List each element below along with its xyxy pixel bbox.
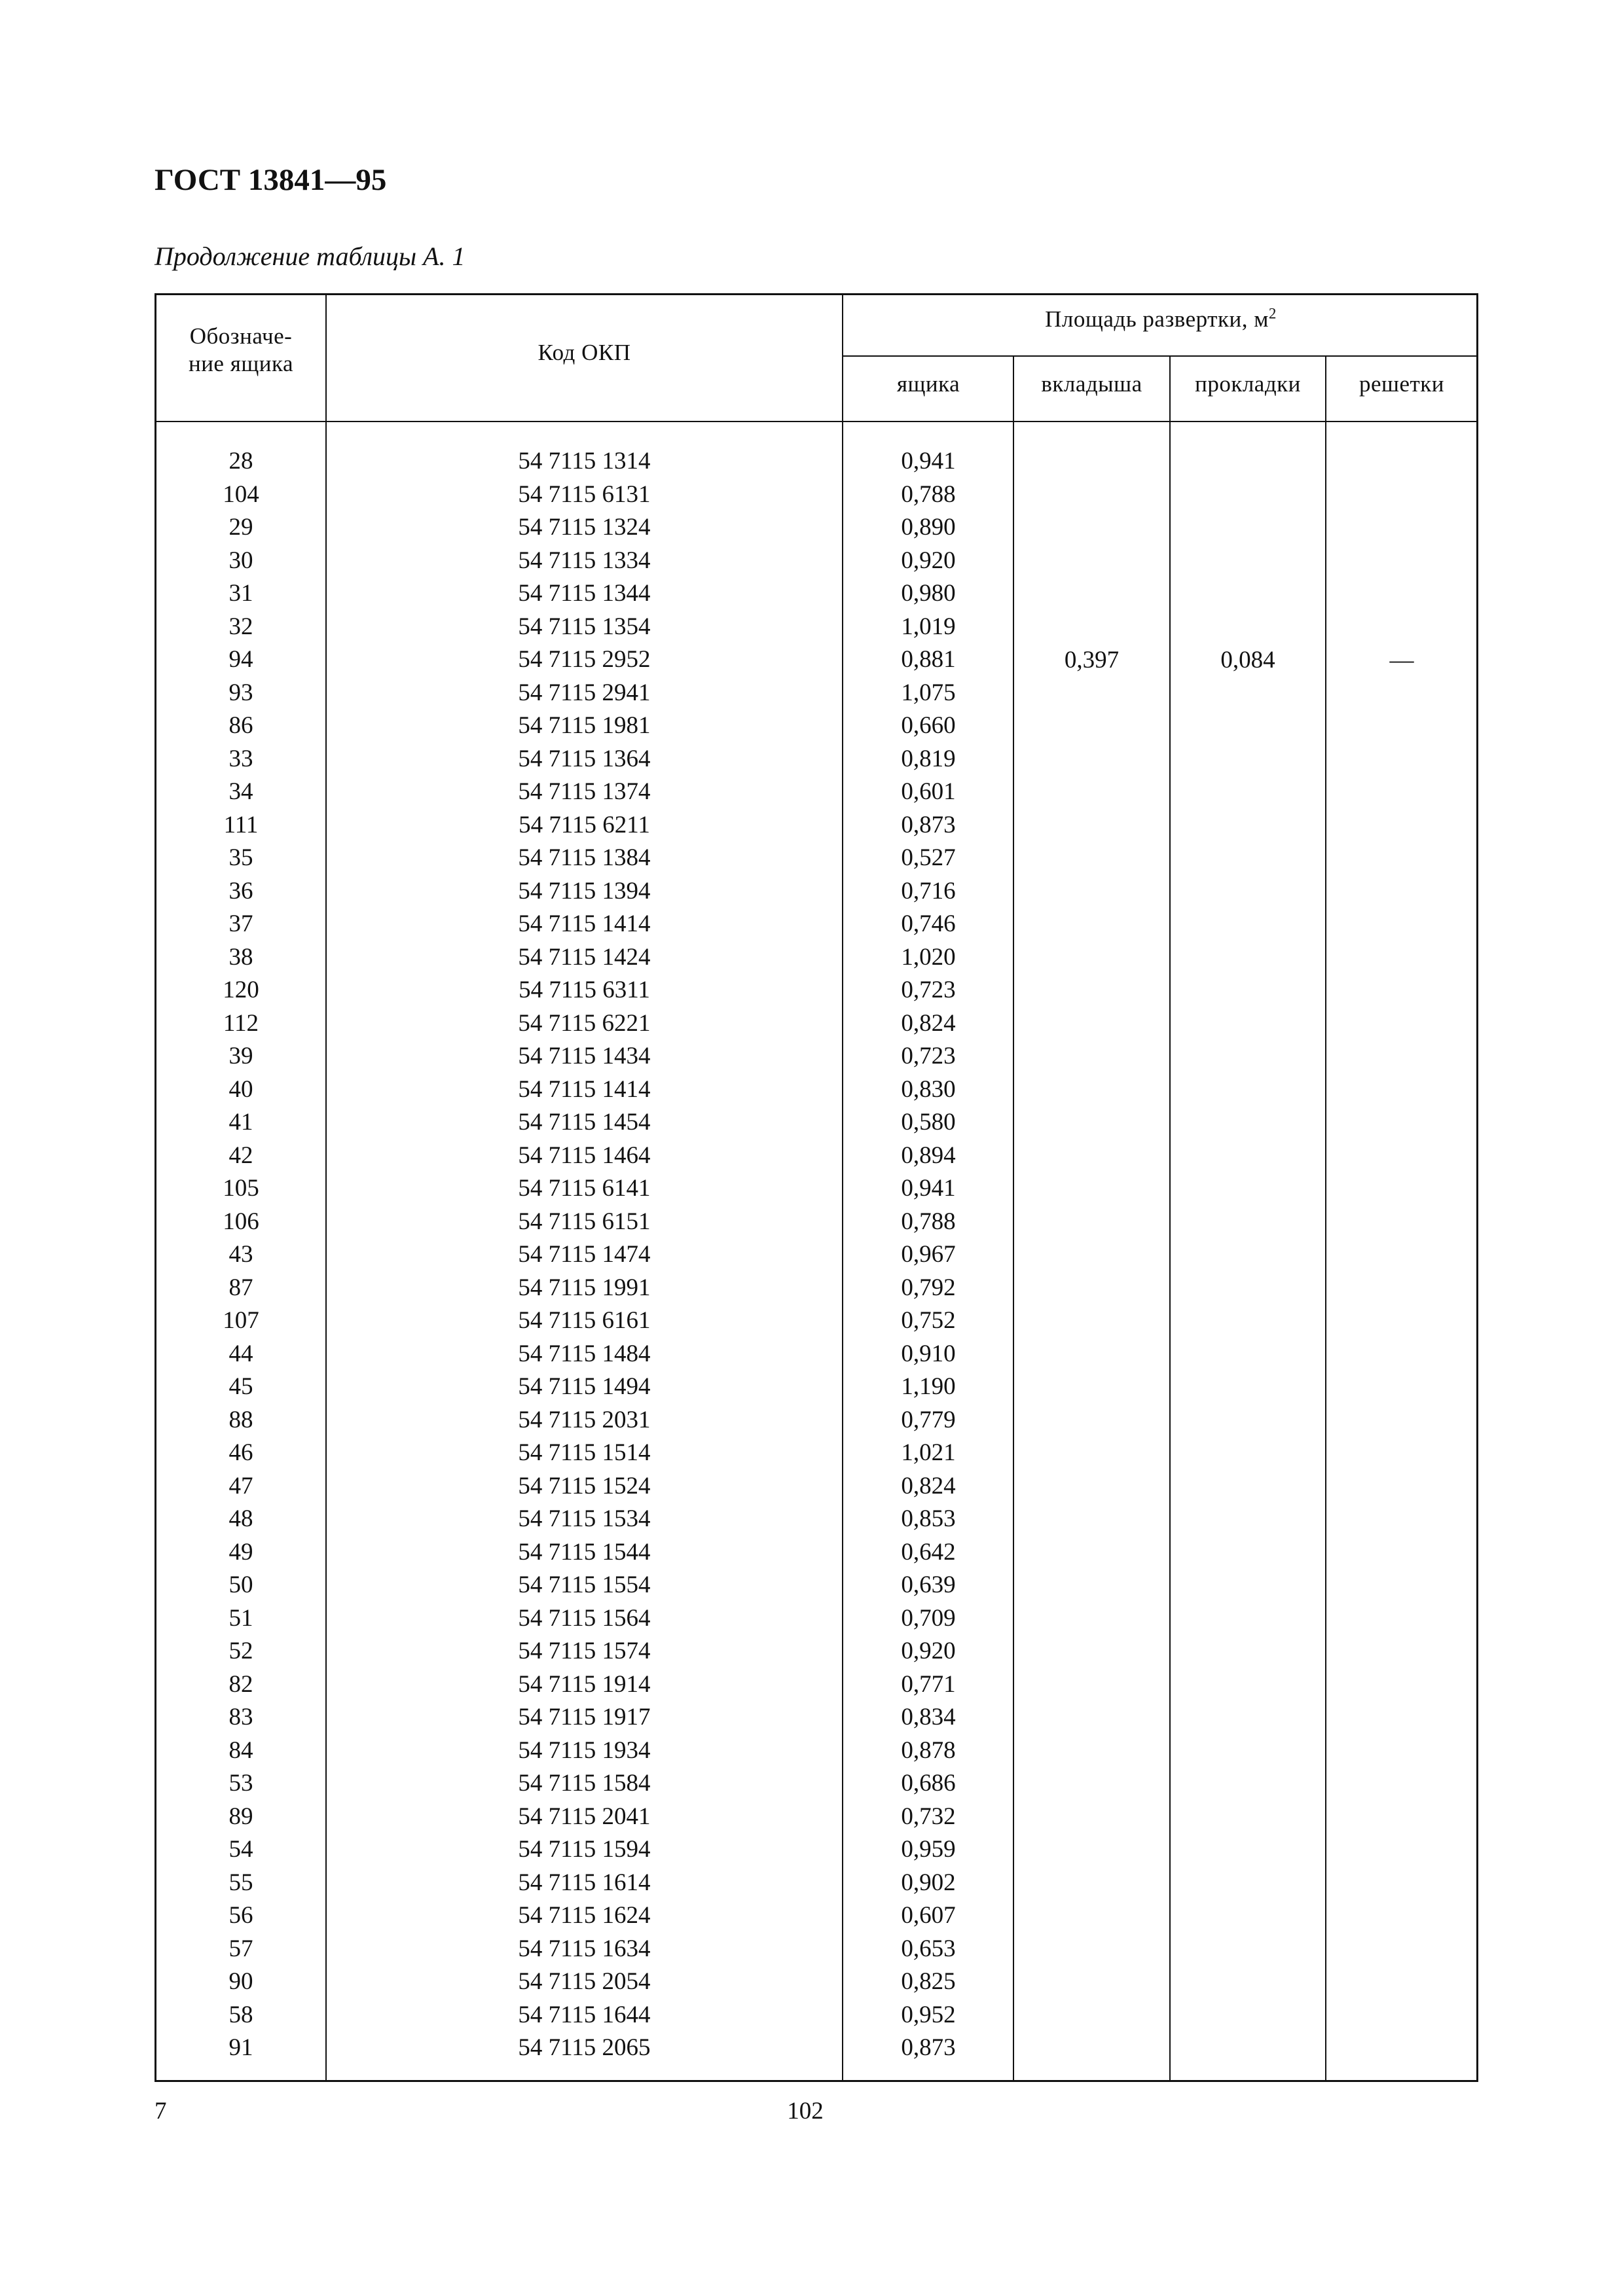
cell-box-area: 0,902: [901, 1869, 956, 1896]
cell-designation: 33: [228, 745, 253, 772]
cell-box-area: 0,980: [901, 580, 956, 607]
cell-designation: 50: [228, 1571, 253, 1598]
cell-box-area: 1,190: [901, 1373, 956, 1400]
cell-box-area: 0,686: [901, 1770, 956, 1797]
cell-box-area: 0,660: [901, 712, 956, 739]
cell-designation: 45: [228, 1373, 253, 1400]
cell-okp-code: 54 7115 1484: [518, 1340, 651, 1367]
cell-box-area: 0,941: [901, 1175, 956, 1202]
cell-designation: 84: [228, 1736, 253, 1764]
cell-okp-code: 54 7115 1564: [518, 1604, 651, 1632]
cell-designation: 32: [228, 613, 253, 640]
cell-box-area: 0,723: [901, 1043, 956, 1069]
cell-designation: 89: [228, 1803, 253, 1830]
cell-okp-code: 54 7115 6161: [518, 1307, 651, 1334]
cell-okp-code: 54 7115 1394: [518, 877, 651, 905]
cell-designation: 86: [228, 712, 253, 739]
cell-box-area: 0,890: [901, 514, 956, 541]
cell-designation: 39: [228, 1043, 253, 1069]
cell-designation: 111: [223, 811, 259, 838]
cell-designation: 52: [228, 1638, 253, 1664]
column-divider-liner: [1169, 355, 1171, 2082]
cell-okp-code: 54 7115 1384: [518, 844, 651, 871]
cell-box-area: 0,746: [901, 910, 956, 937]
column-designation: [157, 445, 325, 2065]
merged-grid-area: —: [1389, 647, 1414, 673]
cell-box-area: 0,853: [901, 1505, 956, 1532]
cell-box-area: 0,878: [901, 1736, 956, 1764]
header-okp-code: Код ОКП: [538, 340, 631, 365]
cell-okp-code: 54 7115 1934: [518, 1736, 651, 1764]
cell-designation: 91: [228, 2034, 253, 2061]
header-gasket: прокладки: [1195, 371, 1301, 397]
cell-okp-code: 54 7115 2065: [518, 2034, 651, 2061]
cell-box-area: 0,527: [901, 844, 956, 871]
cell-designation: 29: [228, 514, 253, 541]
column-box-area: [845, 445, 1012, 2065]
cell-box-area: 0,639: [901, 1571, 956, 1598]
cell-okp-code: 54 7115 1324: [518, 514, 651, 541]
cell-designation: 87: [228, 1274, 253, 1301]
cell-box-area: 0,653: [901, 1935, 956, 1962]
cell-designation: 88: [228, 1406, 253, 1433]
cell-box-area: 0,580: [901, 1109, 956, 1136]
cell-box-area: 0,941: [901, 448, 956, 475]
cell-designation: 36: [228, 877, 253, 905]
cell-designation: 28: [228, 448, 253, 475]
cell-okp-code: 54 7115 1434: [518, 1043, 651, 1069]
cell-box-area: 0,723: [901, 977, 956, 1003]
cell-designation: 57: [228, 1935, 253, 1962]
cell-box-area: 0,709: [901, 1604, 956, 1632]
cell-okp-code: 54 7115 1374: [518, 778, 651, 805]
cell-designation: 47: [228, 1472, 253, 1499]
cell-box-area: 0,952: [901, 2001, 956, 2028]
cell-box-area: 0,920: [901, 1638, 956, 1664]
cell-designation: 93: [228, 679, 253, 706]
cell-okp-code: 54 7115 1534: [518, 1505, 651, 1532]
cell-box-area: 0,771: [901, 1670, 956, 1698]
cell-box-area: 0,788: [901, 480, 956, 508]
cell-okp-code: 54 7115 1574: [518, 1638, 651, 1664]
cell-okp-code: 54 7115 1494: [518, 1373, 651, 1400]
cell-designation: 107: [223, 1307, 259, 1334]
cell-box-area: 1,020: [901, 943, 956, 971]
header-designation: Обозначе- ние ящика: [188, 323, 294, 376]
cell-okp-code: 54 7115 6141: [518, 1175, 651, 1202]
cell-box-area: 0,830: [901, 1075, 956, 1103]
cell-okp-code: 54 7115 1464: [518, 1141, 651, 1169]
cell-box-area: 0,716: [901, 877, 956, 905]
cell-box-area: 0,642: [901, 1538, 956, 1566]
cell-designation: 82: [228, 1670, 253, 1698]
cell-okp-code: 54 7115 1991: [518, 1274, 651, 1301]
header-liner: вкладыша: [1041, 371, 1142, 397]
cell-okp-code: 54 7115 1344: [518, 580, 651, 607]
column-divider-box: [1013, 355, 1014, 2082]
cell-designation: 94: [228, 646, 253, 673]
cell-designation: 54: [228, 1836, 253, 1863]
cell-okp-code: 54 7115 1624: [518, 1902, 651, 1929]
cell-designation: 41: [228, 1109, 253, 1136]
cell-okp-code: 54 7115 1614: [518, 1869, 651, 1896]
cell-okp-code: 54 7115 1354: [518, 613, 651, 640]
cell-designation: 43: [228, 1241, 253, 1268]
cell-box-area: 0,873: [901, 811, 956, 838]
header-area-unit-exponent: 2: [1268, 305, 1277, 322]
cell-designation: 49: [228, 1538, 253, 1566]
cell-okp-code: 54 7115 1914: [518, 1670, 651, 1698]
cell-designation: 58: [228, 2001, 253, 2028]
table-caption: Продолжение таблицы А. 1: [155, 242, 465, 271]
cell-designation: 34: [228, 778, 253, 805]
cell-designation: 48: [228, 1505, 253, 1532]
cell-box-area: 0,967: [901, 1241, 956, 1268]
cell-okp-code: 54 7115 6221: [518, 1009, 651, 1037]
cell-designation: 37: [228, 910, 253, 937]
cell-okp-code: 54 7115 6311: [519, 977, 650, 1003]
cell-designation: 120: [223, 977, 259, 1003]
document-title: ГОСТ 13841—95: [155, 163, 387, 197]
cell-okp-code: 54 7115 2952: [518, 646, 651, 673]
cell-designation: 31: [228, 580, 253, 607]
cell-okp-code: 54 7115 1334: [518, 547, 651, 574]
cell-designation: 40: [228, 1075, 253, 1103]
cell-designation: 56: [228, 1902, 253, 1929]
cell-designation: 104: [223, 480, 259, 508]
column-divider-designation: [325, 293, 327, 2082]
cell-designation: 55: [228, 1869, 253, 1896]
column-divider-code: [842, 293, 843, 2082]
cell-designation: 42: [228, 1141, 253, 1169]
cell-box-area: 1,019: [901, 613, 956, 640]
cell-box-area: 0,819: [901, 745, 956, 772]
footer-left-number: 7: [155, 2098, 167, 2125]
cell-okp-code: 54 7115 6211: [519, 811, 650, 838]
merged-gasket-area: 0,084: [1220, 647, 1275, 673]
cell-okp-code: 54 7115 1594: [518, 1836, 651, 1863]
cell-designation: 105: [223, 1175, 259, 1202]
cell-box-area: 0,779: [901, 1406, 956, 1433]
page-number: 102: [787, 2098, 824, 2125]
cell-designation: 35: [228, 844, 253, 871]
header-area-group: [845, 306, 1477, 333]
cell-okp-code: 54 7115 1544: [518, 1538, 651, 1566]
cell-okp-code: 54 7115 2054: [518, 1968, 651, 1995]
cell-okp-code: 54 7115 1644: [518, 2001, 651, 2028]
cell-okp-code: 54 7115 1981: [518, 712, 651, 739]
cell-okp-code: 54 7115 1474: [518, 1241, 651, 1268]
cell-okp-code: 54 7115 1364: [518, 745, 651, 772]
cell-okp-code: 54 7115 2041: [518, 1803, 651, 1830]
cell-okp-code: 54 7115 1454: [518, 1109, 651, 1136]
cell-okp-code: 54 7115 1314: [518, 448, 651, 475]
cell-designation: 44: [228, 1340, 253, 1367]
cell-box-area: 0,910: [901, 1340, 956, 1367]
cell-box-area: 0,824: [901, 1472, 956, 1499]
cell-box-area: 0,834: [901, 1704, 956, 1731]
cell-box-area: 0,920: [901, 547, 956, 574]
cell-box-area: 1,075: [901, 679, 956, 706]
cell-designation: 90: [228, 1968, 253, 1995]
column-okp-code: [327, 445, 841, 2065]
cell-designation: 30: [228, 547, 253, 574]
cell-designation: 83: [228, 1704, 253, 1731]
merged-liner-area: 0,397: [1064, 647, 1120, 673]
cell-okp-code: 54 7115 2941: [518, 679, 651, 706]
cell-okp-code: 54 7115 1414: [518, 1075, 651, 1103]
cell-okp-code: 54 7115 1414: [518, 910, 651, 937]
cell-box-area: 0,601: [901, 778, 956, 805]
cell-okp-code: 54 7115 1424: [518, 943, 651, 971]
cell-okp-code: 54 7115 1554: [518, 1571, 651, 1598]
header-grid: решетки: [1359, 371, 1445, 397]
cell-designation: 38: [228, 943, 253, 971]
cell-box-area: 0,894: [901, 1141, 956, 1169]
header-bottom-line: [155, 421, 1478, 422]
cell-okp-code: 54 7115 1634: [518, 1935, 651, 1962]
cell-okp-code: 54 7115 6151: [518, 1208, 651, 1235]
cell-designation: 46: [228, 1439, 253, 1466]
cell-okp-code: 54 7115 1524: [518, 1472, 651, 1499]
cell-okp-code: 54 7115 2031: [518, 1406, 651, 1433]
cell-box-area: 1,021: [901, 1439, 956, 1466]
cell-box-area: 0,607: [901, 1902, 956, 1929]
cell-designation: 106: [223, 1208, 259, 1235]
cell-box-area: 0,959: [901, 1836, 956, 1863]
cell-box-area: 0,873: [901, 2034, 956, 2061]
cell-box-area: 0,825: [901, 1968, 956, 1995]
cell-box-area: 0,881: [901, 646, 956, 673]
cell-okp-code: 54 7115 1584: [518, 1770, 651, 1797]
cell-designation: 112: [223, 1009, 259, 1037]
cell-box-area: 0,824: [901, 1009, 956, 1037]
cell-box-area: 0,752: [901, 1307, 956, 1334]
cell-box-area: 0,788: [901, 1208, 956, 1235]
header-subdivider-line: [842, 355, 1478, 357]
header-box: ящика: [896, 371, 960, 397]
cell-box-area: 0,732: [901, 1803, 956, 1830]
column-divider-gasket: [1325, 355, 1326, 2082]
cell-box-area: 0,792: [901, 1274, 956, 1301]
header-area-group-label: Площадь развертки, м: [1045, 306, 1269, 332]
cell-designation: 53: [228, 1770, 253, 1797]
cell-okp-code: 54 7115 1514: [518, 1439, 651, 1466]
cell-okp-code: 54 7115 6131: [518, 480, 651, 508]
cell-okp-code: 54 7115 1917: [518, 1704, 651, 1731]
cell-designation: 51: [228, 1604, 253, 1632]
